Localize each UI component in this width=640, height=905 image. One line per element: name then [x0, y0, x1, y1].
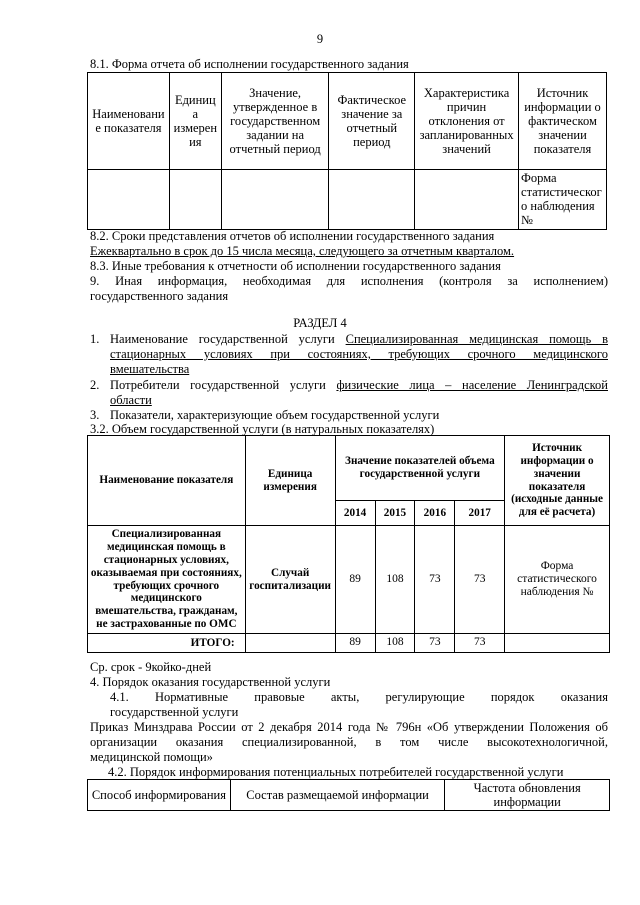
item-1-label: Наименование государственной услуги: [110, 332, 335, 346]
row-indicator-name: Специализированная медицинская помощь в стационарных условиях, оказываемая при состояниях, требующих срочного медицинского вмешательства, гражданам, не застрахованные по ОМС: [88, 526, 246, 634]
header-indicator-name: Наименование показателя: [88, 436, 246, 526]
header-values: Значение показателей объема государственной услуги: [335, 436, 504, 501]
item-1-line3: вмешательства: [110, 362, 190, 376]
header-approved-value: Значение, утвержденное в государственном задании на отчетный период: [221, 73, 329, 170]
row-value: 108: [375, 526, 415, 634]
average-stay: Ср. срок - 9койко-дней: [90, 660, 212, 674]
header-actual-value: Фактическое значение за отчетный период: [329, 73, 415, 170]
cell-empty: [88, 170, 170, 230]
info-table: [87, 779, 610, 811]
item-4-1-line1: 4.1. Нормативные правовые акты, регулирующие порядок оказания: [110, 690, 608, 704]
header-year: 2016: [415, 501, 455, 526]
order-line1: Приказ Минздрава России от 2 декабря 2014 года № 796н «Об утверждении Положения об: [90, 720, 608, 734]
item-1-line1: [110, 332, 608, 346]
header-indicator: Наименовани е показателя: [88, 73, 170, 170]
header-year: 2014: [335, 501, 375, 526]
item-3-number: 3.: [90, 408, 100, 422]
total-value: 73: [455, 634, 505, 653]
total-value: 108: [375, 634, 415, 653]
cell-empty: [329, 170, 415, 230]
row-value: 89: [335, 526, 375, 634]
total-value: 73: [415, 634, 455, 653]
item-2-number: 2.: [90, 378, 100, 392]
item-4-title: 4. Порядок оказания государственной услуги: [90, 675, 331, 689]
header-year: 2015: [375, 501, 415, 526]
cell-empty: [169, 170, 221, 230]
section-9-line2: государственного задания: [90, 289, 229, 303]
item-1-line2: стационарных условиях при состояниях, требующих срочного медицинского: [110, 347, 608, 361]
section-8-1-title: 8.1. Форма отчета об исполнении государственного задания: [90, 57, 409, 71]
section-4-title: РАЗДЕЛ 4: [293, 316, 347, 330]
row-unit: Случай госпитализации: [245, 526, 335, 634]
cell-empty: [221, 170, 329, 230]
header-year: 2017: [455, 501, 505, 526]
row-value: 73: [415, 526, 455, 634]
total-value: 89: [335, 634, 375, 653]
item-4-1-line2: государственной услуги: [110, 705, 239, 719]
section-3-2-title: 3.2. Объем государственной услуги (в натуральных показателях): [90, 422, 435, 436]
order-line2: организации оказания специализированной, в том числе высокотехнологичной,: [90, 735, 608, 749]
header-method: Способ информирования: [88, 780, 231, 811]
header-source: Источник информации о значении показателя (исходные данные для её расчета): [505, 436, 610, 526]
section-8-2-value: Ежеквартально в срок до 15 числа месяца, следующего за отчетным кварталом.: [90, 244, 515, 258]
order-line3: медицинской помощи»: [90, 750, 213, 764]
item-2-label: Потребители государственной услуги: [110, 378, 326, 392]
item-2-line1: [110, 378, 608, 392]
total-label: ИТОГО:: [88, 634, 246, 653]
cell-empty: [245, 634, 335, 653]
header-content: Состав размещаемой информации: [230, 780, 445, 811]
report-form-table: [87, 72, 607, 230]
header-unit: Единица измерения: [245, 436, 335, 526]
section-8-3-title: 8.3. Иные требования к отчетности об исполнении государственного задания: [90, 259, 501, 273]
header-frequency: Частота обновления информации: [445, 780, 610, 811]
header-source: Источник информации о фактическом значении показателя: [519, 73, 607, 170]
cell-source-form: Форма статистическог о наблюдения №: [519, 170, 607, 230]
row-value: 73: [455, 526, 505, 634]
item-1-number: 1.: [90, 332, 100, 346]
header-unit: Единиц а измерен ия: [169, 73, 221, 170]
section-9-line1: 9. Иная информация, необходимая для исполнения (контроля за исполнением): [90, 274, 608, 288]
section-8-2-title: 8.2. Сроки представления отчетов об исполнении государственного задания: [90, 229, 495, 243]
cell-empty: [505, 634, 610, 653]
row-source: Форма статистического наблюдения №: [505, 526, 610, 634]
item-1-value: Специализированная медицинская помощь в: [345, 332, 608, 346]
page-number: 9: [316, 32, 324, 46]
item-4-2-title: 4.2. Порядок информирования потенциальных потребителей государственной услуги: [108, 765, 564, 779]
header-deviation: Характеристика причин отклонения от запланированных значений: [415, 73, 519, 170]
item-3-text: Показатели, характеризующие объем государственной услуги: [110, 408, 440, 422]
cell-empty: [415, 170, 519, 230]
item-2-line2: области: [110, 393, 152, 407]
item-2-value: физические лица – население Ленинградской: [336, 378, 608, 392]
volume-table: [87, 435, 610, 653]
